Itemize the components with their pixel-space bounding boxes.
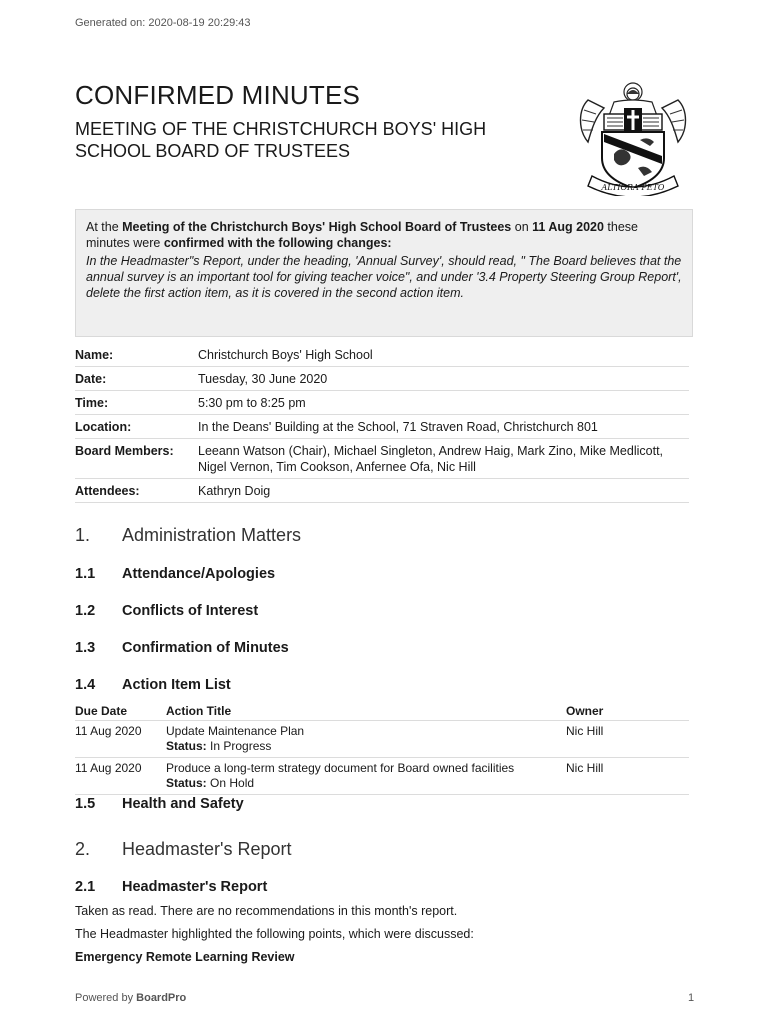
action-title-cell	[166, 758, 566, 795]
detail-label: Time:	[75, 391, 198, 415]
footer-powered-by	[75, 992, 186, 1004]
item-title: Headmaster's Report	[122, 879, 268, 895]
item-number: 1.4	[75, 677, 96, 693]
item-heading-1-2	[75, 603, 258, 619]
school-crest-logo	[574, 80, 692, 196]
item-heading-2-1	[75, 879, 267, 895]
paragraph-highlighted-points: The Headmaster highlighted the following points, which were discussed:	[75, 927, 474, 941]
crest-motto: ALTIORA PETO	[601, 183, 665, 192]
action-due-date: 11 Aug 2020	[75, 721, 166, 758]
status-label: Status:	[166, 776, 207, 790]
action-title: Produce a long-term strategy document for Board owned facilities	[166, 761, 515, 775]
column-header-action-title: Action Title	[166, 703, 566, 721]
meeting-details-table	[75, 343, 689, 503]
detail-value: Kathryn Doig	[198, 479, 689, 503]
section-number: 2.	[75, 839, 91, 859]
section-title: Administration Matters	[122, 525, 302, 545]
notice-changes: In the Headmaster"s Report, under the heading, 'Annual Survey', should read, " The Board believes that the annual survey is an important tool for giving teacher voice", and under '3.4 Property Steering Group Report', delete the first action item, as it is covered in the second action item.	[86, 254, 682, 300]
status-value: In Progress	[206, 739, 272, 753]
item-title: Conflicts of Interest	[122, 603, 259, 619]
detail-row	[75, 343, 689, 367]
detail-label: Board Members:	[75, 439, 198, 479]
item-title: Health and Safety	[122, 796, 244, 812]
item-number: 1.5	[75, 796, 96, 812]
table-row	[75, 758, 689, 795]
detail-row	[75, 391, 689, 415]
section-number: 1.	[75, 525, 91, 545]
detail-row	[75, 439, 689, 479]
detail-label: Location:	[75, 415, 198, 439]
notice-text: on	[511, 220, 533, 234]
item-title: Action Item List	[122, 677, 231, 693]
item-title: Confirmation of Minutes	[122, 640, 289, 656]
action-item-table	[75, 703, 689, 795]
action-owner: Nic Hill	[566, 758, 689, 795]
action-title: Update Maintenance Plan	[166, 724, 305, 738]
section-title: Headmaster's Report	[122, 839, 292, 859]
column-header-due-date: Due Date	[75, 703, 166, 721]
item-number: 1.3	[75, 640, 96, 656]
detail-value: Leeann Watson (Chair), Michael Singleton, Andrew Haig, Mark Zino, Mike Medlicott, Nigel Vernon, Tim Cookson, Anfernee Ofa, Nic Hill	[198, 439, 689, 479]
notice-meeting-name: Meeting of the Christchurch Boys' High School Board of Trustees	[122, 220, 512, 234]
footer-text: Powered by	[75, 992, 137, 1004]
item-number: 1.1	[75, 566, 96, 582]
item-heading-1-1	[75, 566, 275, 582]
item-title: Attendance/Apologies	[122, 566, 276, 582]
paragraph-taken-as-read: Taken as read. There are no recommendations in this month's report.	[75, 904, 458, 918]
notice-confirmed: confirmed with the following changes:	[163, 236, 392, 250]
item-heading-1-4	[75, 677, 231, 693]
item-number: 1.2	[75, 603, 96, 619]
status-value: On Hold	[206, 776, 255, 790]
detail-label: Attendees:	[75, 479, 198, 503]
generated-timestamp: Generated on: 2020-08-19 20:29:43	[75, 17, 251, 29]
table-header-row	[75, 703, 689, 721]
notice-text: At the	[86, 220, 123, 234]
table-row	[75, 721, 689, 758]
notice-date: 11 Aug 2020	[532, 220, 604, 234]
detail-row	[75, 367, 689, 391]
action-status	[166, 776, 566, 791]
detail-value: Christchurch Boys' High School	[198, 343, 689, 367]
detail-value: 5:30 pm to 8:25 pm	[198, 391, 689, 415]
detail-value: In the Deans' Building at the School, 71 Straven Road, Christchurch 801	[198, 415, 689, 439]
action-due-date: 11 Aug 2020	[75, 758, 166, 795]
section-heading-2	[75, 839, 292, 860]
status-label: Status:	[166, 739, 207, 753]
action-title-cell	[166, 721, 566, 758]
page-number: 1	[688, 992, 695, 1004]
column-header-owner: Owner	[566, 703, 689, 721]
action-owner: Nic Hill	[566, 721, 689, 758]
item-number: 2.1	[75, 879, 96, 895]
detail-label: Date:	[75, 367, 198, 391]
action-status	[166, 739, 566, 754]
page-subtitle: MEETING OF THE CHRISTCHURCH BOYS' HIGH SCHOOL BOARD OF TRUSTEES	[75, 119, 487, 161]
detail-row	[75, 415, 689, 439]
confirmation-notice	[75, 209, 693, 337]
notice-text: these minutes were	[86, 220, 638, 250]
detail-label: Name:	[75, 343, 198, 367]
footer-brand: BoardPro	[136, 992, 187, 1004]
subheading-emergency-remote-learning: Emergency Remote Learning Review	[75, 950, 295, 964]
item-heading-1-3	[75, 640, 289, 656]
detail-row	[75, 479, 689, 503]
detail-value: Tuesday, 30 June 2020	[198, 367, 689, 391]
page-title: CONFIRMED MINUTES	[75, 80, 361, 110]
item-heading-1-5	[75, 796, 244, 812]
section-heading-1	[75, 525, 301, 546]
